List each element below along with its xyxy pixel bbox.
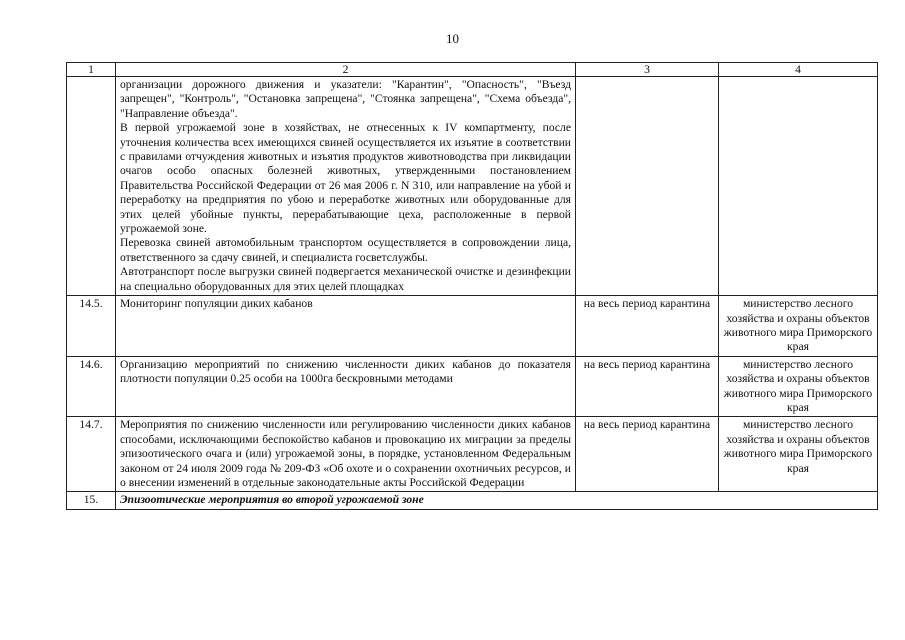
table-row (67, 417, 878, 492)
column-header-2: 2 (116, 63, 576, 77)
paragraph: Автотранспорт после выгрузки свиней подвергается механической очистке и дезинфекции на специально оборудованных для этих целей площадках (120, 265, 571, 293)
section-title-cell: Эпизоотические мероприятия во второй угрожаемой зоне (116, 492, 878, 509)
column-header-1: 1 (67, 63, 116, 77)
paragraph: организации дорожного движения и указатели: "Карантин", "Опасность", "Въезд запрещен", "Контроль", "Остановка запрещена", "Стоянка запрещена", "Схема объезда", "Направление объезда". (120, 78, 571, 120)
row-text-cell (116, 77, 576, 296)
row-number-cell (67, 77, 116, 296)
row-responsible-cell: министерство лесного хозяйства и охраны объектов животного мира Приморского края (719, 356, 878, 417)
row-period-cell: на весь период карантина (576, 417, 719, 492)
row-period-cell (576, 77, 719, 296)
page-number: 10 (446, 31, 459, 46)
table-row (67, 296, 878, 357)
column-header-3: 3 (576, 63, 719, 77)
row-responsible-cell (719, 77, 878, 296)
table-row-continued (67, 77, 878, 296)
table-header-row (67, 63, 878, 77)
row-text-cell: Организацию мероприятий по снижению численности диких кабанов до показателя плотности популяции 0.25 особи на 1000га бескровными методами (116, 356, 576, 417)
section-number-cell: 15. (67, 492, 116, 509)
column-header-4: 4 (719, 63, 878, 77)
row-period-cell: на весь период карантина (576, 296, 719, 357)
row-period-cell: на весь период карантина (576, 356, 719, 417)
section-row (67, 492, 878, 509)
row-text-cell: Мероприятия по снижению численности или регулированию численности диких кабанов способами, исключающими беспокойство кабанов и провокацию их миграции за пределы эпизоотического очага и (или) угрожаемой зоны, в порядке, установленном Федеральным законом от 24 июля 2009 года № 209-ФЗ «Об охоте и о сохранении охотничьих ресурсов, и о внесении изменений в отдельные законодательные акты Российской Федерации (116, 417, 576, 492)
row-responsible-cell: министерство лесного хозяйства и охраны объектов животного мира Приморского края (719, 296, 878, 357)
table-row (67, 356, 878, 417)
paragraph: В первой угрожаемой зоне в хозяйствах, не отнесенных к IV компартменту, после уточнения количества всех имеющихся свиней осуществляется их изъятие в соответствии с правилами отчуждения животных и изъятия продуктов животноводства при ликвидации очагов особо опасных болезней животных, утвержденными постановлением Правительства Российской Федерации от 26 мая 2006 г. N 310, или направление на убой и переработку на предприятия по убою и переработке животных или оборудованные для этих целей убойные пункты, перерабатывающие цеха, расположенные в первой угрожаемой зоне. (120, 121, 571, 236)
row-number-cell: 14.5. (67, 296, 116, 357)
row-number-cell: 14.6. (67, 356, 116, 417)
measures-table (66, 62, 878, 510)
paragraph: Перевозка свиней автомобильным транспортом осуществляется в сопровождении лица, ответственного за сдачу свиней, и специалиста госветслужбы. (120, 236, 571, 264)
row-responsible-cell: министерство лесного хозяйства и охраны объектов животного мира Приморского края (719, 417, 878, 492)
row-text-cell: Мониторинг популяции диких кабанов (116, 296, 576, 357)
row-number-cell: 14.7. (67, 417, 116, 492)
